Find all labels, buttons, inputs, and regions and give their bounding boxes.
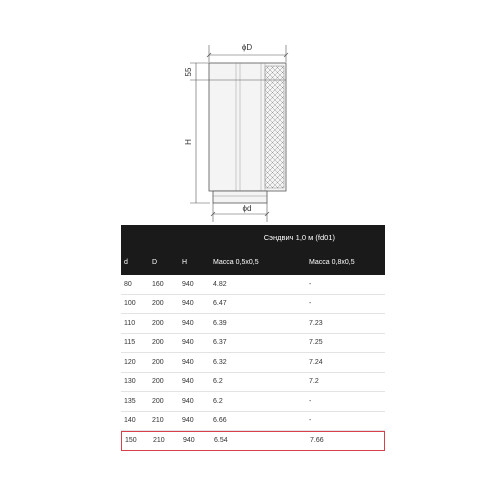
dimension-socket-height: [184, 63, 210, 80]
table-row: [121, 275, 385, 295]
table-row: [121, 295, 385, 315]
cell-mass-08: 7.66: [310, 437, 324, 445]
cell-d: 100: [124, 300, 136, 308]
table-row: [121, 373, 385, 393]
cell-mass-08: 7.25: [309, 339, 323, 347]
cell-D: 160: [152, 280, 164, 288]
cell-D: 200: [152, 300, 164, 308]
cell-H: 940: [182, 319, 194, 327]
cell-H: 940: [182, 339, 194, 347]
table-row: [121, 314, 385, 334]
table-row: [121, 392, 385, 412]
table-title: Сэндвич 1,0 м (fd01): [121, 225, 385, 249]
header-mass-08: Масса 0,8х0,5: [309, 258, 355, 266]
header-D: D: [152, 258, 158, 266]
pipe-body: [209, 63, 286, 203]
cell-d: 135: [124, 397, 136, 405]
cell-H: 940: [182, 417, 194, 425]
header-H: H: [182, 258, 188, 266]
label-inner-diameter: ϕd: [242, 204, 252, 213]
cell-mass-08: 7.23: [309, 319, 323, 327]
cell-mass-05: 6.32: [213, 358, 227, 366]
cell-H: 940: [182, 358, 194, 366]
cell-D: 200: [152, 397, 164, 405]
pipe-technical-drawing: [0, 0, 500, 225]
cell-mass-05: 6.2: [213, 397, 223, 405]
table-body: [121, 275, 385, 451]
specification-table: [121, 225, 385, 451]
dimension-height: [184, 80, 210, 203]
cell-d: 80: [124, 280, 132, 288]
cell-d: 115: [124, 339, 136, 347]
cell-mass-05: 4.82: [213, 280, 227, 288]
table-row: [121, 412, 385, 432]
cell-mass-05: 6.54: [214, 437, 228, 445]
cell-D: 200: [152, 339, 164, 347]
cell-mass-08: 7.2: [309, 378, 319, 386]
cell-mass-05: 6.37: [213, 339, 227, 347]
cell-d: 120: [124, 358, 136, 366]
cell-mass-08: -: [309, 397, 312, 405]
table-row: [121, 431, 385, 451]
cell-mass-08: -: [309, 280, 312, 288]
header-d: d: [124, 258, 128, 266]
label-socket-height: 55: [184, 67, 193, 77]
cell-H: 940: [183, 437, 195, 445]
cell-D: 200: [152, 378, 164, 386]
cell-H: 940: [182, 378, 194, 386]
cell-mass-08: -: [309, 300, 312, 308]
header-mass-05: Масса 0,5х0,5: [213, 258, 259, 266]
cell-d: 150: [125, 437, 137, 445]
cell-H: 940: [182, 397, 194, 405]
cell-D: 200: [152, 319, 164, 327]
cell-mass-08: 7.24: [309, 358, 323, 366]
cell-H: 940: [182, 280, 194, 288]
table-header: [121, 249, 385, 275]
label-outer-diameter: ϕD: [241, 43, 253, 52]
cell-mass-05: 6.66: [213, 417, 227, 425]
label-height: H: [184, 139, 193, 145]
cell-d: 110: [124, 319, 136, 327]
dimension-inner-diameter: [211, 203, 269, 222]
dimension-outer-diameter: [207, 43, 288, 62]
table-row: [121, 353, 385, 373]
cell-mass-05: 6.2: [213, 378, 223, 386]
table-row: [121, 334, 385, 354]
cell-D: 210: [152, 417, 164, 425]
cell-d: 140: [124, 417, 136, 425]
cell-D: 200: [152, 358, 164, 366]
cell-mass-05: 6.39: [213, 319, 227, 327]
cell-mass-05: 6.47: [213, 300, 227, 308]
cell-D: 210: [153, 437, 165, 445]
cell-H: 940: [182, 300, 194, 308]
cell-d: 130: [124, 378, 136, 386]
cell-mass-08: -: [309, 417, 312, 425]
